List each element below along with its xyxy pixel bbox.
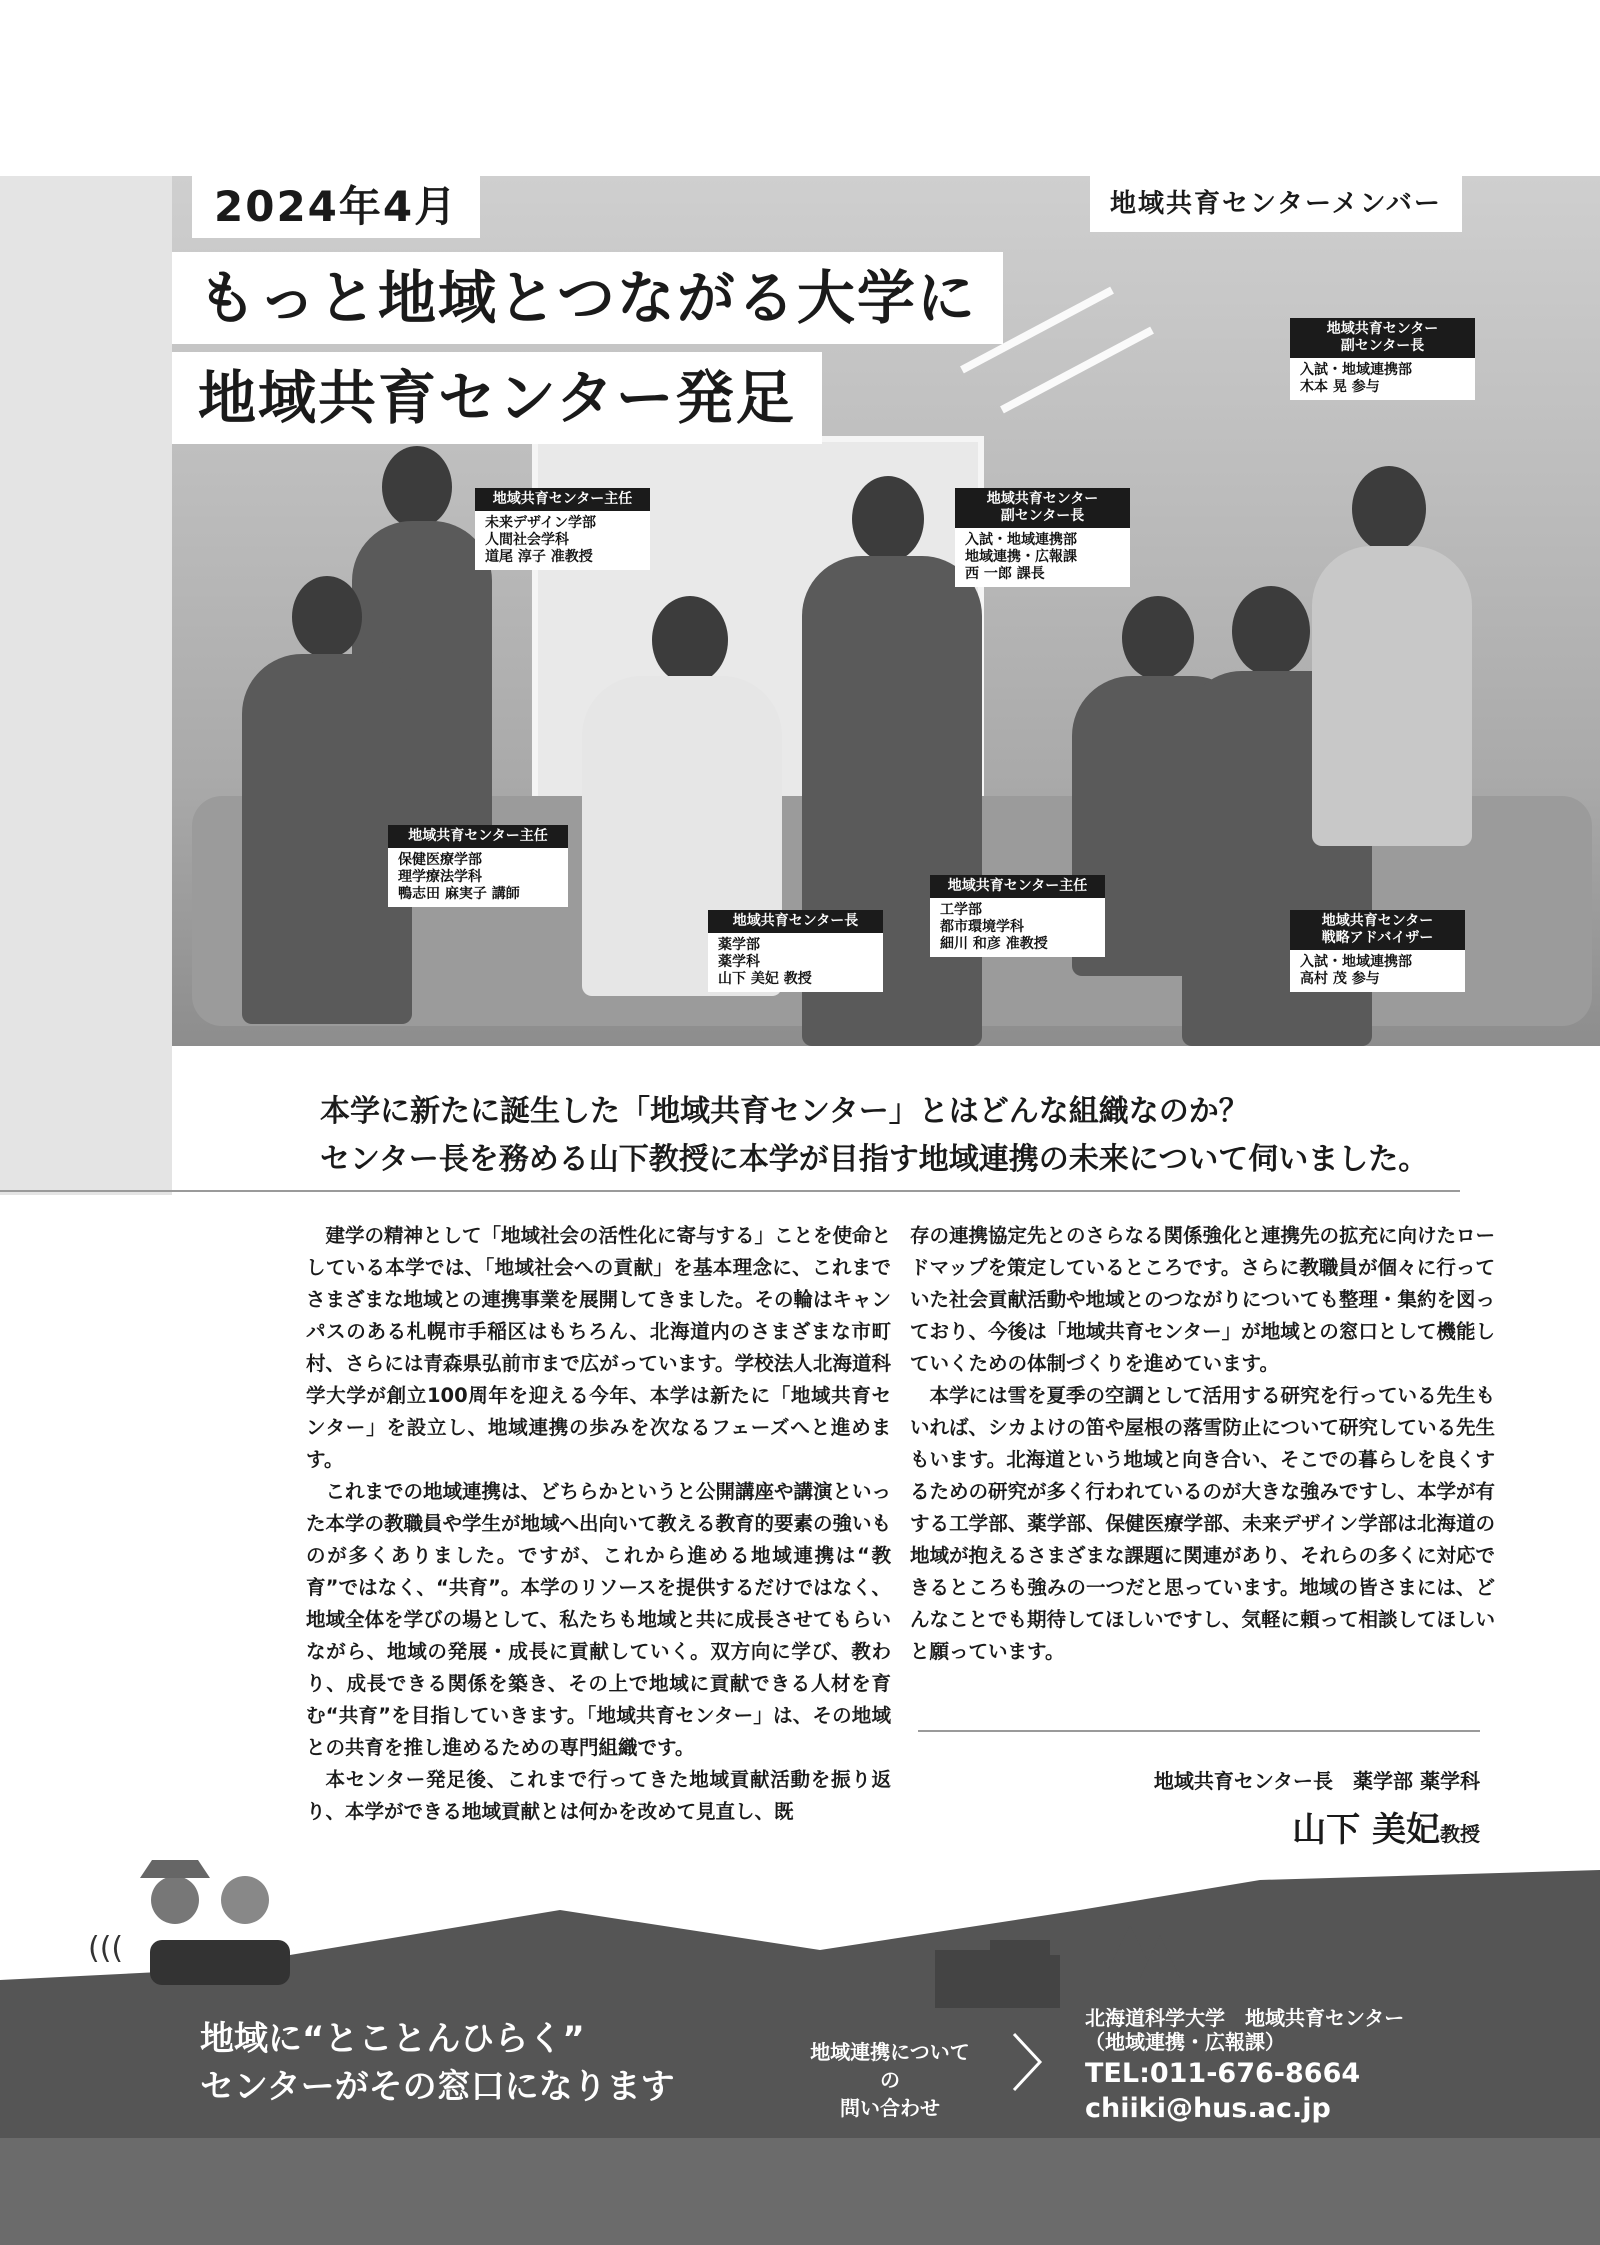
lead-text <box>320 1088 1520 1184</box>
member-role: 地域共育センター主任 <box>388 825 568 848</box>
divider <box>918 1730 1480 1732</box>
member-info: 保健医療学部 理学療法学科 鴨志田 麻実子 講師 <box>388 848 568 907</box>
signature-role: 地域共育センター長 薬学部 薬学科 <box>1153 1769 1480 1793</box>
motion-lines-icon: ((( <box>88 1931 124 1966</box>
member-label <box>930 875 1105 957</box>
footer-bottom-band <box>0 2138 1600 2245</box>
signature-name: 山下 美妃 <box>1292 1810 1440 1850</box>
member-label <box>955 488 1130 587</box>
members-title: 地域共育センターメンバー <box>1090 176 1462 232</box>
signature-title: 教授 <box>1440 1822 1480 1846</box>
person-head <box>1122 596 1194 680</box>
lead-line: 本学に新たに誕生した「地域共育センター」とはどんな組織なのか？ <box>320 1094 1249 1129</box>
member-info: 工学部 都市環境学科 細川 和彦 准教授 <box>930 898 1105 957</box>
member-role: 地域共育センター長 <box>708 910 883 933</box>
person-body <box>242 654 412 1024</box>
member-label <box>1290 318 1475 400</box>
member-role: 地域共育センター 戦略アドバイザー <box>1290 910 1465 950</box>
body-column-1 <box>306 1220 891 1828</box>
person-head <box>292 576 362 658</box>
member-label <box>475 488 650 570</box>
headline-line1: もっと地域とつながる大学に <box>172 252 1003 344</box>
body-column-2 <box>910 1220 1495 1668</box>
member-label <box>1290 910 1465 992</box>
contact-label: 地域連携についての 問い合わせ <box>810 2040 970 2120</box>
member-info: 入試・地域連携部 木本 晃 参与 <box>1290 358 1475 400</box>
member-label <box>388 825 568 907</box>
car-with-people-icon <box>140 1860 290 1985</box>
member-role: 地域共育センター主任 <box>475 488 650 511</box>
paragraph: これまでの地域連携は、どちらかというと公開講座や講演といった本学の教職員や学生が地域へ出向いて教える教育的要素の強いものが多くありました。ですが、これから進める地域連携は“教育”ではなく、“共育”。本学のリソースを提供するだけではなく、地域全体を学びの場として、私たちも地域と共に成長させてもらいながら、地域の発展・成長に貢献していく。双方向に学び、教わり、成長できる関係を築き、その上で地域に貢献できる人材を育む“共育”を目指していきます。「地域共育センター」は、その地域との共育を推し進めるための専門組織です。 <box>306 1480 892 1759</box>
paragraph: 本学には雪を夏季の空調として活用する研究を行っている先生もいれば、シカよけの笛や屋根の落雪防止について研究している先生もいます。北海道という地域と向き合い、そこでの暮らしを良くするための研究が多く行われているのが大きな強みですし、本学が有する工学部、薬学部、保健医療学部、未来デザイン学部は北海道の地域が抱えるさまざまな課題に関連があり、それらの多くに対応できるところも強みの一つだと思っています。地域の皆さまには、どんなことでも期待してほしいですし、気軽に頼って相談してほしいと願っています。 <box>910 1384 1496 1663</box>
person-head <box>652 596 728 684</box>
member-role: 地域共育センター主任 <box>930 875 1105 898</box>
contact-email[interactable]: chiiki@hus.ac.jp <box>1085 2093 1331 2124</box>
chevron-right-icon <box>1010 2030 1046 2094</box>
contact-organization: 北海道科学大学 地域共育センター （地域連携・広報課） <box>1085 2006 1405 2054</box>
person-head <box>382 446 452 528</box>
member-info: 未来デザイン学部 人間社会学科 道尾 淳子 准教授 <box>475 511 650 570</box>
footer-catchphrase: 地域に“とことんひらく” センターがその窓口になります <box>200 2019 675 2107</box>
left-gray-band <box>0 0 172 1195</box>
paragraph: 存の連携協定先とのさらなる関係強化と連携先の拡充に向けたロードマップを策定しているところです。さらに教職員が個々に行っていた社会貢献活動や地域とのつながりについても整理・集約を図っており、今後は「地域共育センター」が地域との窓口として機能していくための体制づくりを進めています。 <box>910 1224 1496 1375</box>
person-head <box>1232 586 1310 676</box>
member-role: 地域共育センター 副センター長 <box>1290 318 1475 358</box>
member-info: 入試・地域連携部 地域連携・広報課 西 一郎 課長 <box>955 528 1130 587</box>
lead-line: センター長を務める山下教授に本学が目指す地域連携の未来について伺いました。 <box>320 1142 1429 1177</box>
member-label <box>708 910 883 992</box>
person-body <box>1312 546 1472 846</box>
person-head <box>852 476 924 562</box>
divider <box>0 1190 1460 1192</box>
paragraph: 建学の精神として「地域社会の活性化に寄与する」ことを使命としている本学では、「地域社会への貢献」を基本理念に、これまでさまざまな地域との連携事業を展開してきました。その輪はキャンパスのある札幌市手稲区はもちろん、北海道内のさまざまな市町村、さらには青森県弘前市まで広がっています。学校法人北海道科学大学が創立100周年を迎える今年、本学は新たに「地域共育センター」を設立し、地域連携の歩みを次なるフェーズへと進めます。 <box>306 1224 892 1471</box>
paragraph: 本センター発足後、これまで行ってきた地域貢献活動を振り返り、本学ができる地域貢献とは何かを改めて見直し、既 <box>306 1768 891 1823</box>
member-info: 薬学部 薬学科 山下 美妃 教授 <box>708 933 883 992</box>
footer-landscape-illustration <box>0 1830 1600 2010</box>
top-white-band <box>0 0 480 176</box>
member-role: 地域共育センター 副センター長 <box>955 488 1130 528</box>
headline-line2: 地域共育センター発足 <box>172 352 822 444</box>
person-head <box>1352 466 1426 552</box>
contact-phone[interactable]: TEL:011-676-8664 <box>1085 2058 1361 2089</box>
member-info: 入試・地域連携部 高村 茂 参与 <box>1290 950 1465 992</box>
date-heading: 2024年4月 <box>192 176 480 238</box>
